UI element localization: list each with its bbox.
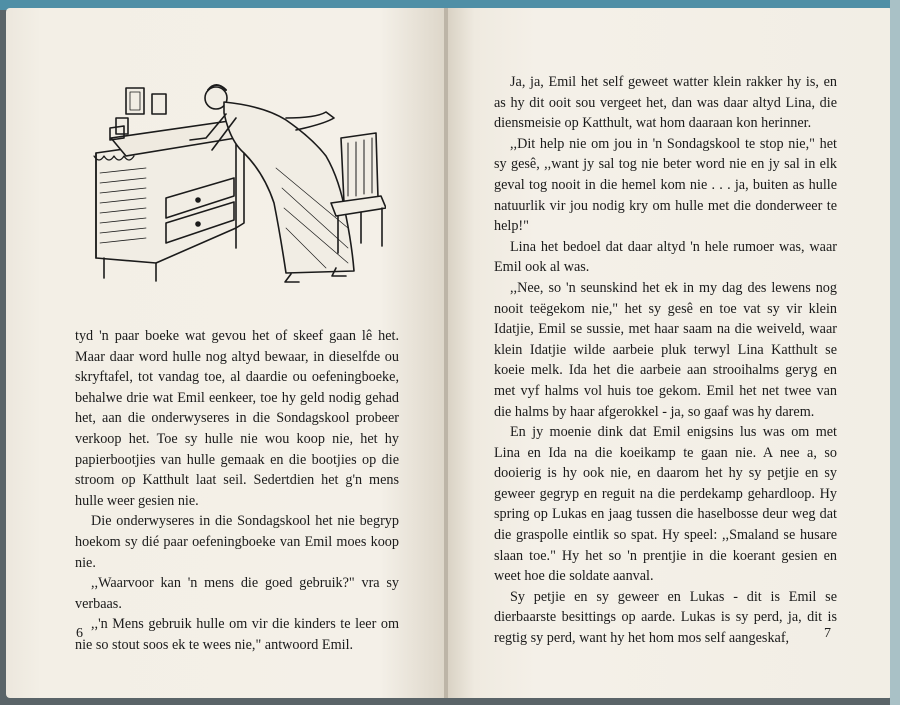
right-page-body-text [494,72,837,649]
left-page [6,8,446,698]
paragraph: tyd 'n paar boeke wat gevou het of skeef gaan lê het. Maar daar word hulle nog altyd bewaar, in dieselfde ou skryftafel, tot vandag toe, al daardie ou oefeningboeke, behalwe drie wat Emil eenkeer, toe hy geld nodig gehad het, aan die onderwyseres in die Sondagskool probeer verkoop het. Toe sy hulle nie wou koop nie, het hy papierbootjies van hulle gemaak en die bootjies op die stroom op Katthult laat seil. Sedertdien het g'n mens hulle weer gesien nie. [75,328,399,509]
paragraph: Sy petjie en sy geweer en Lukas - dit is Emil se dierbaarste besittings op aarde. Lukas is sy perd, ja, dit is regtig sy perd, want hy het hom mos self aangeskaf, [494,588,837,647]
paragraph: Lina het bedoel dat daar altyd 'n hele rumoer was, waar Emil ook al was. [494,238,837,276]
page-number-left: 6 [76,626,83,641]
right-page [448,8,893,698]
left-page-body-text [75,326,399,656]
paragraph: ,,'n Mens gebruik hulle om vir die kinders te leer om nie so stout soos ek te wees nie," antwoord Emil. [75,616,399,653]
paragraph: ,,Nee, so 'n seunskind het ek in my dag des lewens nog nooit teëgekom nie," het sy gesê en toe vat sy vir klein Idatjie, Emil se sussie, met haar saam na die weiveld, waar klein Idatjie wilde aarbeie pluk terwyl Lina Katthult se koeie melk. Ida het die aarbeie aan strooihalms geryg en met vyf halms vol huis toe gekom. Emil het net twee van die halms by haar afgerokkel - ja, so gaaf was hy darem. [494,279,837,420]
paragraph: Ja, ja, Emil het self geweet watter klein rakker hy is, en as hy dit ooit sou vergeet het, dan was daar altyd Lina, die diensmeisie op Katthult, wat hom daaraan kon herinner. [494,74,837,132]
woman-at-desk-illustration [86,78,386,288]
paragraph: Die onderwyseres in die Sondagskool het nie begryp hoekom sy dié paar oefeningboeke van Emil moes koop nie. [75,513,399,571]
paragraph: En jy moenie dink dat Emil enigsins lus was om met Lina en Ida na die koeikamp te gaan nie. A nee a, so dooierig is hy ook nie, en daarom het hy sy petjie en sy geweer gegryp en reguit na die perdekamp gehardloop. Hy spring op Lukas en jaag tussen die haselbosse deur weg dat die graspolle eintlik so spat. Hy speel: ,,Smaland se husare slaan toe." Hy het so 'n prentjie in die koerant gesien en weet hoe die soldate aanval. [494,424,837,585]
page-number-right: 7 [824,626,831,641]
book-cover-edge-right [890,0,900,705]
paragraph: ,,Waarvoor kan 'n mens die goed gebruik?" vra sy verbaas. [75,575,399,612]
paragraph: ,,Dit help nie om jou in 'n Sondagskool te stop nie," het sy gesê, ,,want jy sal tog nie beter word nie en jy sal in elk geval tog nooit in die hemel kom nie . . . ja, buiten as hulle natuurlik vir jou nodig kry om hulle met die donderweer te help!" [494,135,837,235]
